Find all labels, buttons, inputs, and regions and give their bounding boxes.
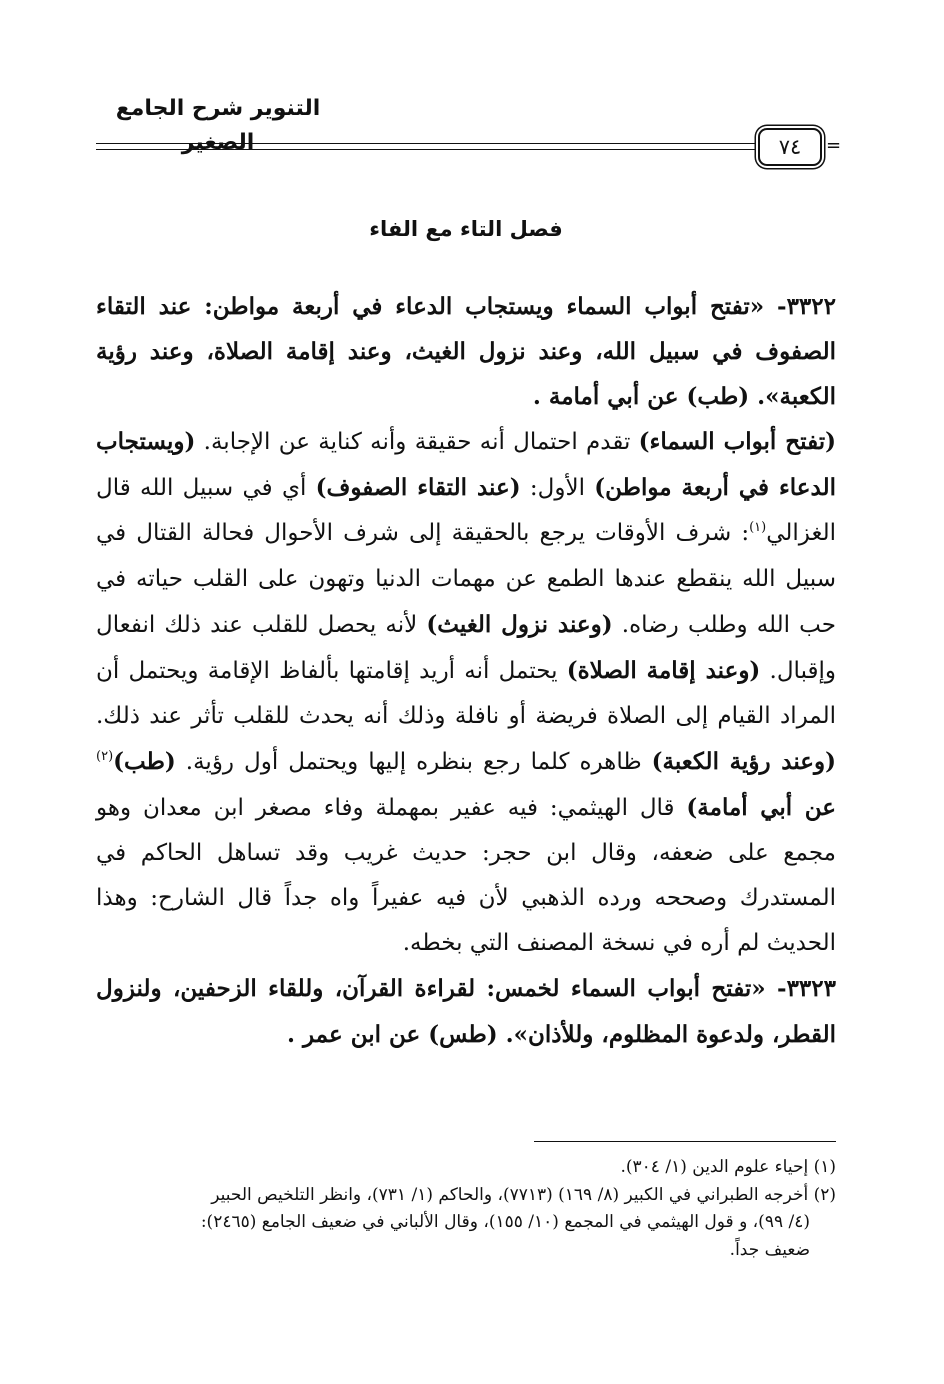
- commentary-text: يحتمل أنه أريد إقامتها بألفاظ الإقامة ويحتمل أن المراد القيام إلى الصلاة فريضة أو نافلة وذلك أنه يحدث للقلب تأثر عند ذلك.: [96, 657, 836, 729]
- commentary-text: : شرف الأوقات يرجع بالحقيقة إلى شرف الأحوال فحالة القتال في سبيل الله ينقطع عندها الطمع عن مهمات الدنيا وتهون على القلب حياته في حب الله وطلب رضاه.: [96, 520, 836, 638]
- quoted-phrase: (وعند إقامة الصلاة): [566, 656, 761, 684]
- page-number: ٧٤: [778, 135, 802, 159]
- footnote-marker-2: (٢): [96, 748, 114, 764]
- hadith-text: «تفتح أبواب السماء لخمس: لقراءة القرآن، وللقاء الزحفين، ولنزول القطر، ولدعوة المظلوم، وللأذان». (طس) عن ابن عمر .: [96, 975, 836, 1048]
- footnote-1: (١) إحياء علوم الدين (١/ ٣٠٤).: [620, 1157, 836, 1177]
- quoted-phrase: (وعند رؤية الكعبة): [651, 747, 836, 775]
- hadith-3323: [96, 966, 836, 1056]
- quoted-phrase: (وعند نزول الغيث): [426, 610, 613, 638]
- commentary-text: تقدم احتمال أنه حقيقة وأنه كناية عن الإجابة.: [195, 429, 639, 456]
- commentary-text: لأنه يحصل للقلب عند ذلك انفعال وإقبال.: [96, 611, 837, 684]
- footnote-2-continued: (٤/ ٩٩)، و قول الهيثمي في المجمع (١٠/ ١٥٥)، وقال الألباني في ضعيف الجامع (٢٤٦٥):: [200, 1212, 810, 1232]
- section-title: فصل التاء مع الفاء: [369, 217, 563, 241]
- footnote-separator: [534, 1141, 836, 1142]
- footnote-2: (٢) أخرجه الطبراني في الكبير (٨/ ١٦٩) (٧٧١٣)، والحاكم (١/ ٧٣١)، وانظر التلخيص الحبير: [211, 1184, 836, 1205]
- running-title: التنوير شرح الجامع الصغير: [115, 96, 321, 155]
- commentary-3322: [96, 419, 836, 966]
- quoted-phrase: (طب): [113, 747, 176, 775]
- header-rule-bottom: [96, 149, 758, 150]
- header-rule-top: [96, 143, 758, 144]
- commentary-text: أي في سبيل الله قال الغزالي: [96, 475, 836, 547]
- quoted-phrase: عن أبي أمامة): [686, 794, 836, 822]
- quoted-phrase: (عند التقاء الصفوف): [315, 474, 521, 502]
- footnote-marker-1: (١): [749, 520, 767, 536]
- hadith-number: ٣٣٢٢-: [777, 293, 836, 320]
- quoted-phrase: (ويستجاب الدعاء في أربعة مواطن): [96, 428, 836, 502]
- commentary-text: ظاهره كلما رجع بنظره إليها ويحتمل أول رؤية.: [175, 748, 652, 775]
- hadith-number: ٣٣٢٣-: [777, 975, 836, 1003]
- page-number-box: [758, 128, 822, 166]
- page-number-ornament: =: [826, 135, 842, 156]
- hadith-text: «تفتح أبواب السماء ويستجاب الدعاء في أربعة مواطن: عند التقاء الصفوف في سبيل الله، وعند نزول الغيث، وعند إقامة الصلاة، وعند رؤية الكعبة». (طب) عن أبي أمامة .: [96, 293, 836, 411]
- hadith-3322: [96, 284, 836, 419]
- commentary-text: قال الهيثمي: فيه عفير بمهملة وفاء مصغر ابن معدان وهو مجمع على ضعفه، وقال ابن حجر: حديث غريب وقد تساهل الحاكم في المستدرك وصححه ورده الذهبي لأن فيه عفيراً واه جداً قال الشارح: وهذا الحديث لم أره في نسخة المصنف التي بخطه.: [96, 795, 836, 957]
- main-text: [96, 284, 836, 1057]
- commentary-text: الأول:: [520, 475, 595, 502]
- footnotes: [96, 1154, 836, 1264]
- quoted-phrase: (تفتح أبواب السماء): [638, 428, 836, 456]
- footnote-2-continued: ضعيف جداً.: [729, 1239, 810, 1260]
